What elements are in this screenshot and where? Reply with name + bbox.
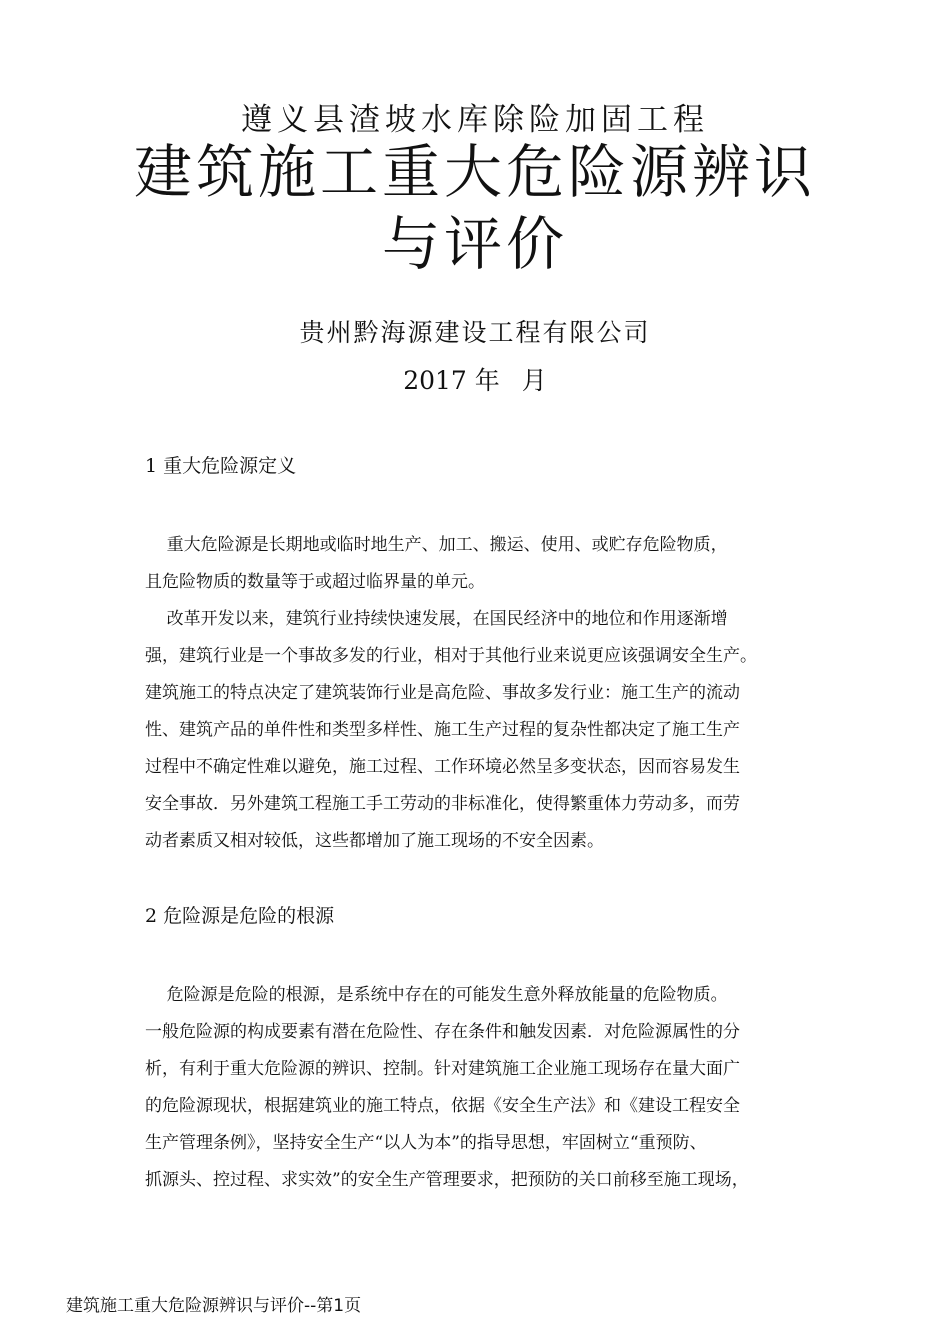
paragraph-line: 动者素质又相对较低，这些都增加了施工现场的不安全因素。 bbox=[145, 831, 604, 851]
document-title-line-1: 建筑施工重大危险源辨识 bbox=[133, 138, 816, 206]
company-name: 贵州黔海源建设工程有限公司 bbox=[299, 318, 651, 347]
paragraph-line: 且危险物质的数量等于或超过临界量的单元。 bbox=[145, 572, 485, 592]
paragraph-line: 生产管理条例》，坚持安全生产“以人为本”的指导思想，牢固树立“重预防、 bbox=[145, 1133, 707, 1153]
paragraph-line: 的危险源现状，根据建筑业的施工特点，依据《安全生产法》和《建设工程安全 bbox=[145, 1096, 740, 1116]
paragraph-line: 强，建筑行业是一个事故多发的行业，相对于其他行业来说更应该强调安全生产。 bbox=[145, 646, 757, 666]
section-heading-1: 1 重大危险源定义 bbox=[145, 455, 297, 477]
paragraph-line: 危险源是危险的根源，是系统中存在的可能发生意外释放能量的危险物质。 bbox=[145, 985, 728, 1005]
paragraph-line: 安全事故．另外建筑工程施工手工劳动的非标准化，使得繁重体力劳动多，而劳 bbox=[145, 794, 740, 814]
paragraph-line: 一般危险源的构成要素有潜在危险性、存在条件和触发因素．对危险源属性的分 bbox=[145, 1022, 740, 1042]
date-month: 月 bbox=[521, 366, 547, 395]
paragraph-line: 建筑施工的特点决定了建筑装饰行业是高危险、事故多发行业：施工生产的流动 bbox=[145, 683, 740, 703]
paragraph-line: 过程中不确定性难以避免，施工过程、工作环境必然呈多变状态，因而容易发生 bbox=[145, 757, 740, 777]
paragraph-line: 改革开发以来，建筑行业持续快速发展，在国民经济中的地位和作用逐渐增 bbox=[145, 609, 728, 629]
paragraph-line: 析，有利于重大危险源的辨识、控制。针对建筑施工企业施工现场存在量大面广 bbox=[145, 1059, 740, 1079]
document-title-line-2: 与评价 bbox=[381, 210, 568, 278]
paragraph-line: 性、建筑产品的单件性和类型多样性、施工生产过程的复杂性都决定了施工生产 bbox=[145, 720, 740, 740]
paragraph-line: 重大危险源是长期地或临时地生产、加工、搬运、使用、或贮存危险物质， bbox=[145, 535, 728, 555]
document-date bbox=[0, 364, 950, 398]
section-heading-2: 2 危险源是危险的根源 bbox=[145, 905, 335, 927]
project-title: 遵义县渣坡水库除险加固工程 bbox=[241, 102, 709, 138]
date-year: 2017 年 bbox=[403, 366, 500, 395]
page-footer: 建筑施工重大危险源辨识与评价--第1页 bbox=[66, 1296, 362, 1316]
paragraph-line: 抓源头、控过程、求实效”的安全生产管理要求，把预防的关口前移至施工现场， bbox=[145, 1170, 749, 1190]
